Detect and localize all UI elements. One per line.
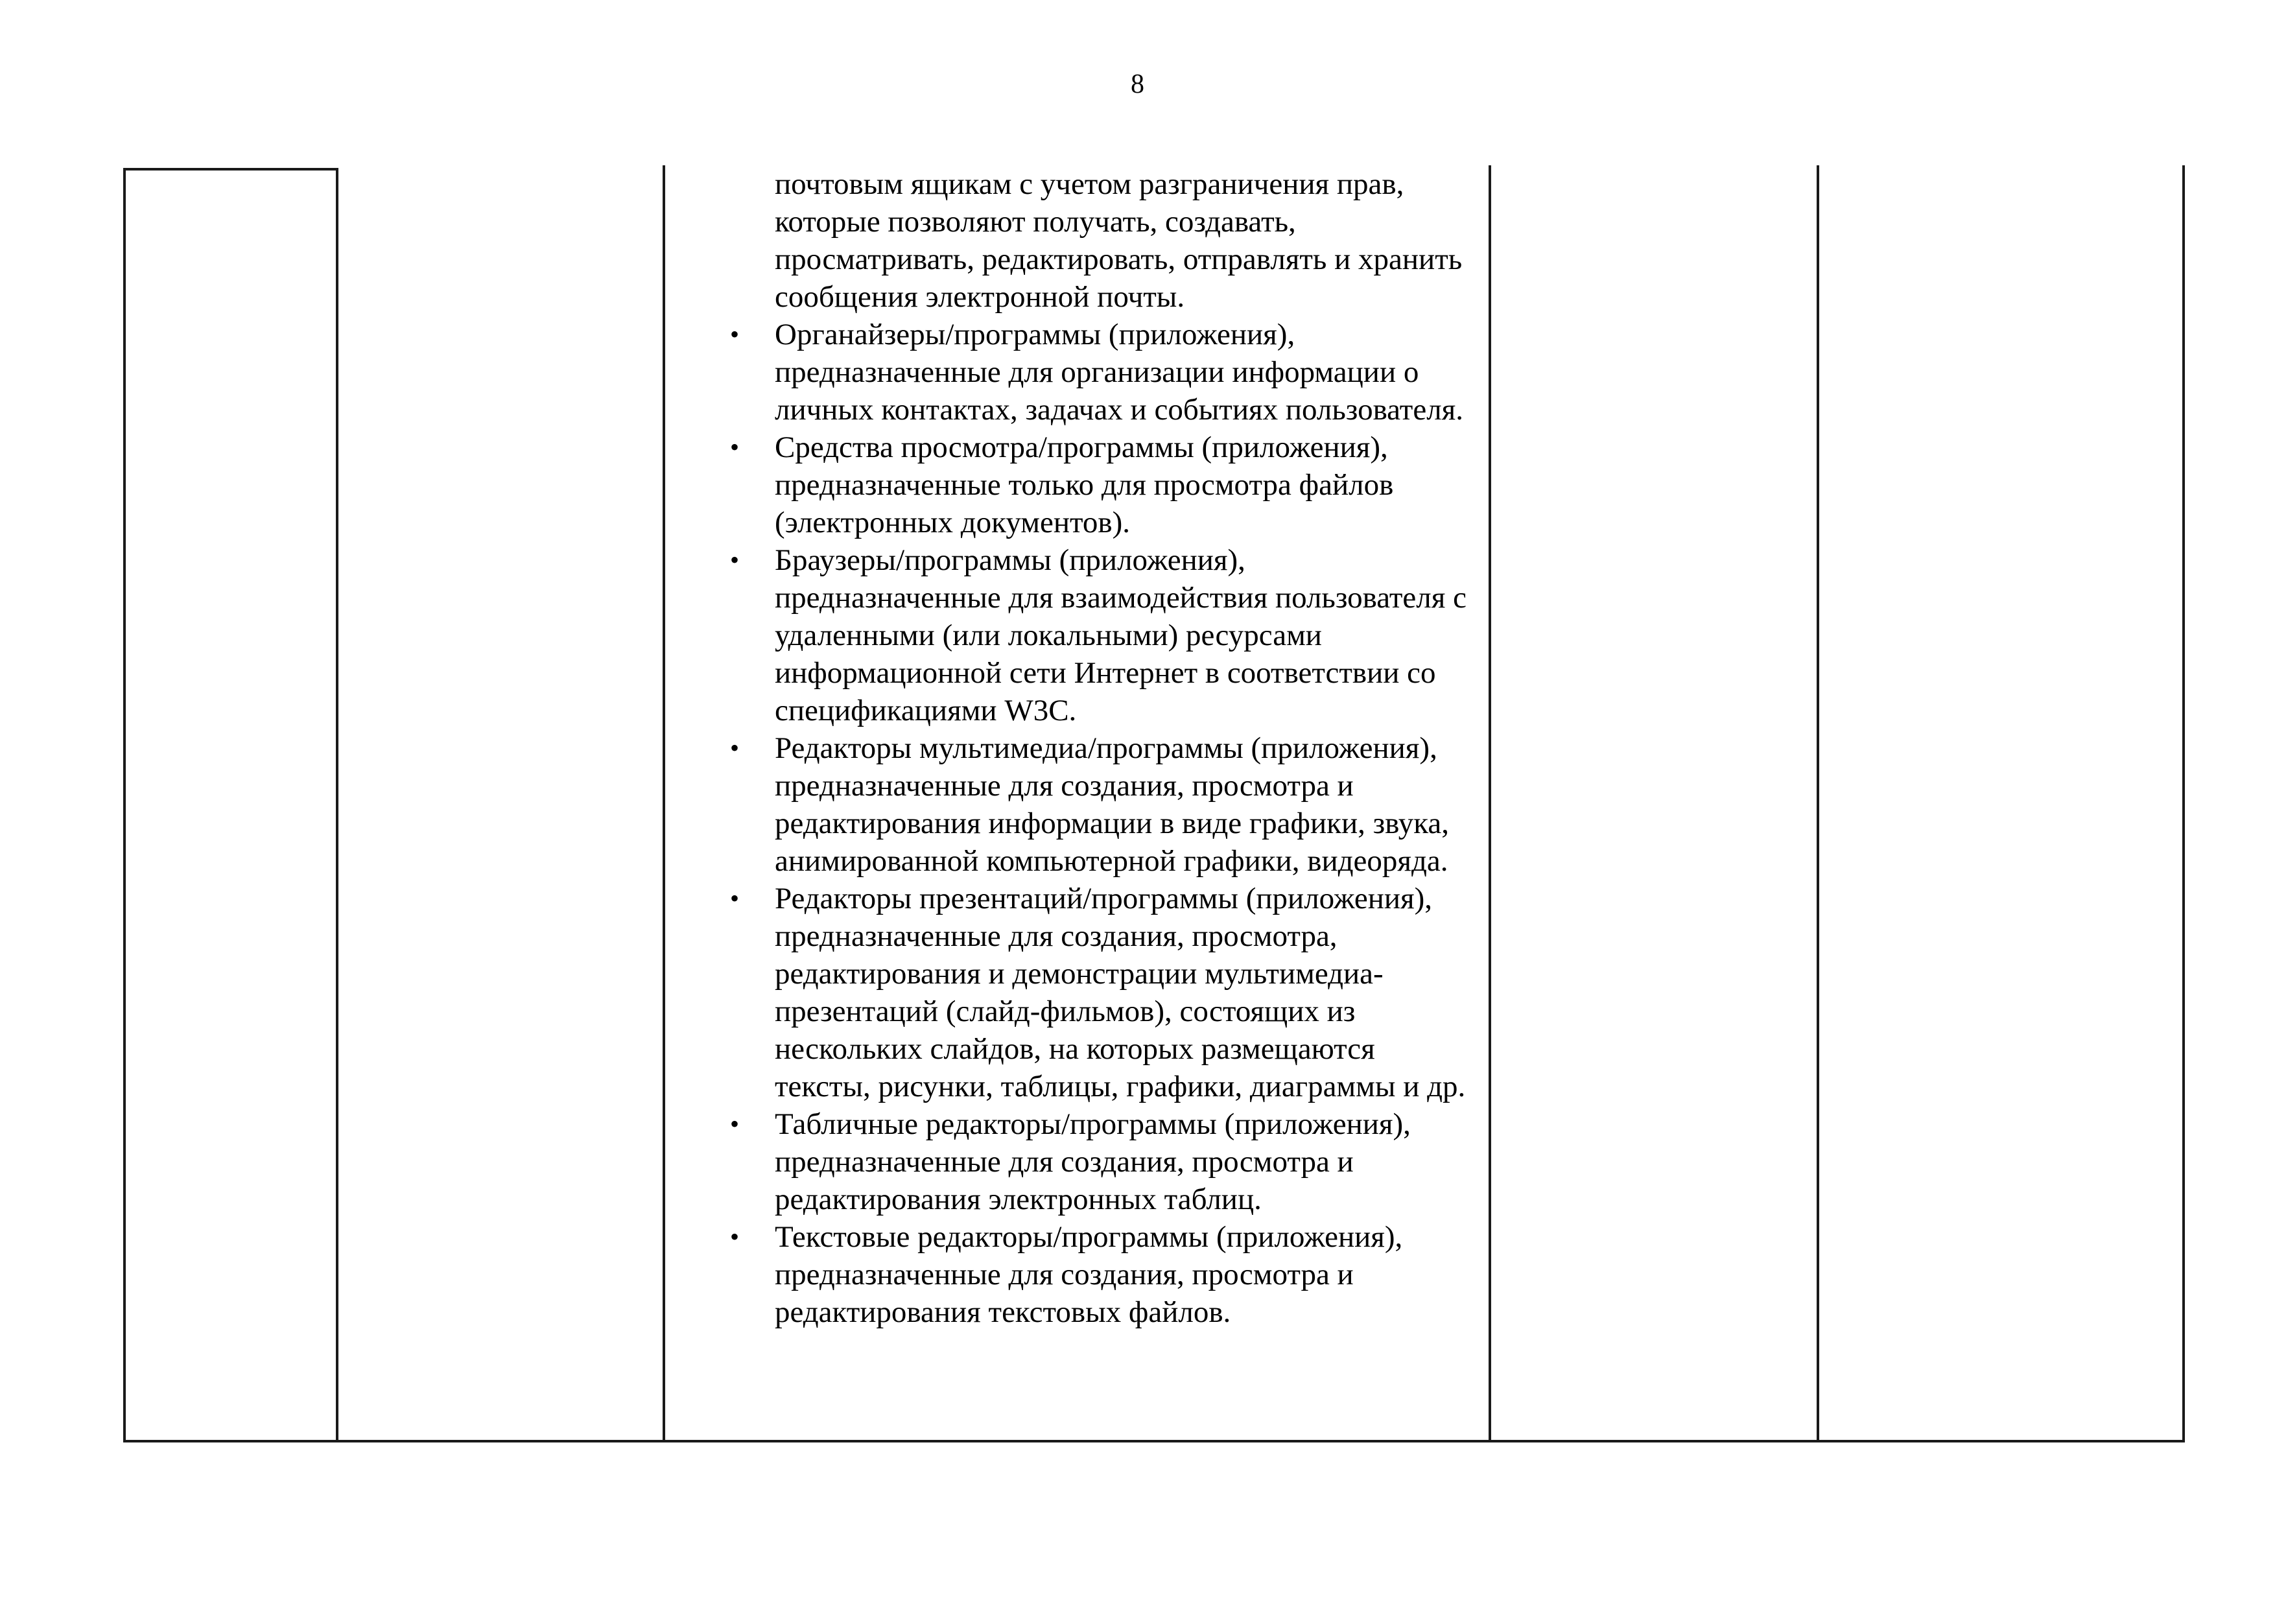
table-column-border-6 <box>2182 165 2185 1442</box>
list-item-text: Органайзеры/программы (приложения), предназначенные для организации информации о личных контактах, задачах и событиях пользователя. <box>775 318 1464 427</box>
list-item <box>713 729 1478 880</box>
bullet-icon: • <box>730 432 740 462</box>
bullet-icon: • <box>730 733 740 762</box>
list-item <box>713 316 1478 429</box>
list-item-text: Редакторы презентаций/программы (приложения), предназначенные для создания, просмотра, редактирования и демонстрации мультимедиа-презентаций (слайд-фильмов), состоящих из нескольких слайдов, на которых размещаются тексты, рисунки, таблицы, графики, диаграммы и др. <box>775 882 1466 1103</box>
list-item <box>713 429 1478 541</box>
list-item-text: Табличные редакторы/программы (приложения), предназначенные для создания, просмотра и редактирования электронных таблиц. <box>775 1107 1411 1216</box>
page-number: 8 <box>1131 69 1144 99</box>
list-item-text: Средства просмотра/программы (приложения), предназначенные только для просмотра файлов (электронных документов). <box>775 430 1394 539</box>
table-column-border-4 <box>1489 165 1491 1442</box>
table-column-border-2 <box>336 168 338 1442</box>
table-column-border-1 <box>123 168 126 1442</box>
list-item-text: Редакторы мультимедиа/программы (приложения), предназначенные для создания, просмотра и редактирования информации в виде графики, звука, анимированной компьютерной графики, видеоряда. <box>775 731 1449 878</box>
list-item <box>713 1218 1478 1331</box>
continuation-block <box>713 165 1478 316</box>
table-column-border-5 <box>1817 165 1819 1442</box>
bullet-icon: • <box>730 545 740 574</box>
bullet-icon: • <box>730 320 740 349</box>
bullet-list <box>713 316 1478 1331</box>
bullet-icon: • <box>730 1109 740 1138</box>
bullet-icon: • <box>730 884 740 913</box>
list-item <box>713 541 1478 729</box>
list-item <box>713 880 1478 1105</box>
table-cell-content <box>713 165 1478 1331</box>
list-item-text: Браузеры/программы (приложения), предназначенные для взаимодействия пользователя с удаленными (или локальными) ресурсами информационной сети Интернет в соответствии со спецификациями W3C. <box>775 543 1467 727</box>
continuation-text: почтовым ящикам с учетом разграничения прав, которые позволяют получать, создавать, просматривать, редактировать, отправлять и хранить сообщения электронной почты. <box>775 167 1463 314</box>
list-item-text: Текстовые редакторы/программы (приложения), предназначенные для создания, просмотра и редактирования текстовых файлов. <box>775 1220 1403 1329</box>
table-bottom-border <box>123 1440 2185 1442</box>
table-column-border-3 <box>663 165 665 1442</box>
table-top-border-first-cell <box>123 168 338 171</box>
bullet-icon: • <box>730 1222 740 1251</box>
list-item <box>713 1105 1478 1218</box>
